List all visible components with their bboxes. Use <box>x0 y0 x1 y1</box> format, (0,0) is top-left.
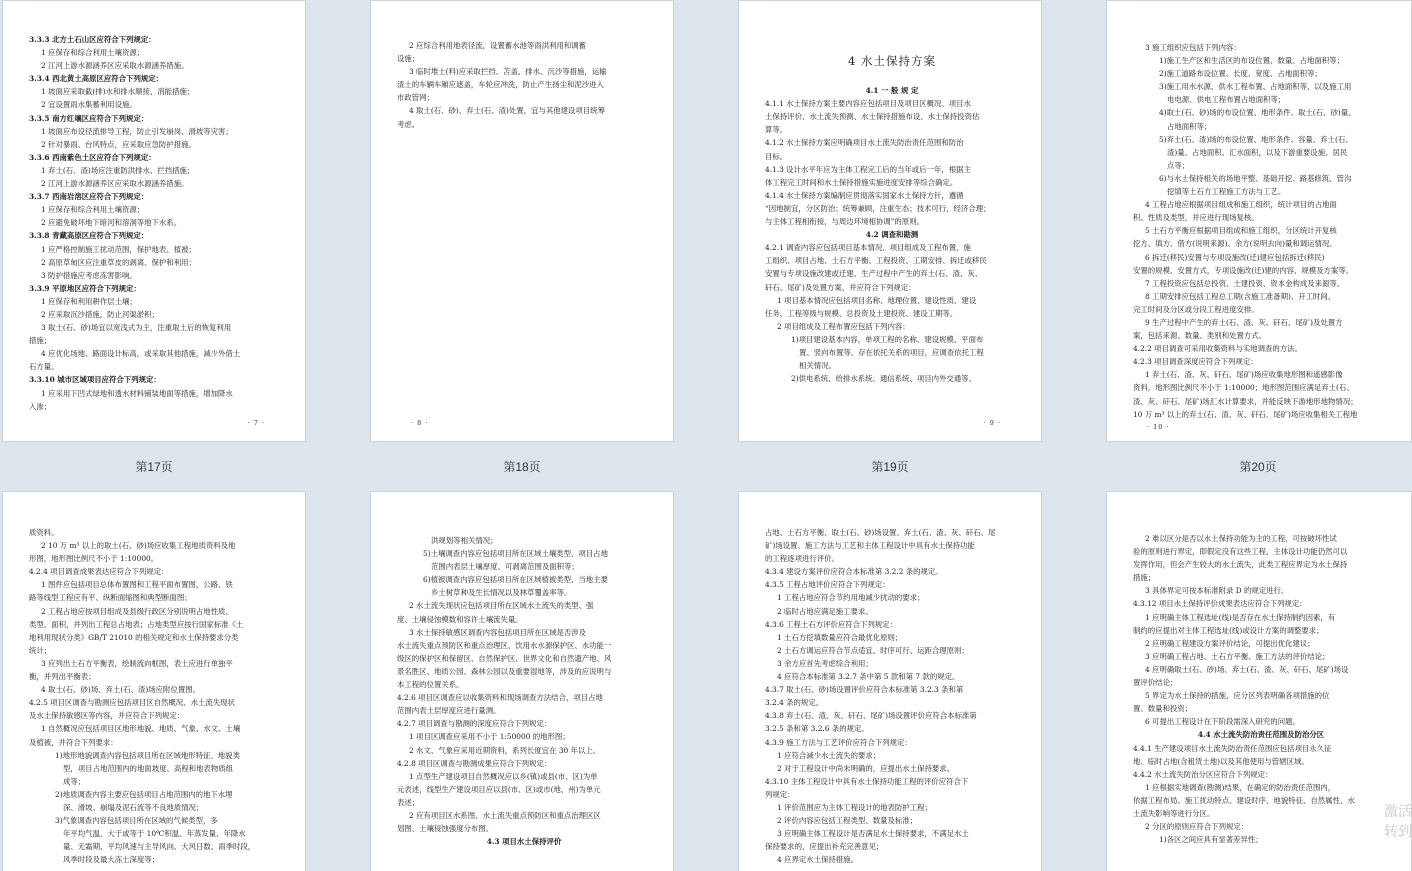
text-line: 4.3.9 施工方法与工艺评价应符合下列规定： <box>765 737 912 747</box>
text-line: 3 应明确主体工程设计是否满足水土保持要求，不满足水土 <box>777 829 969 839</box>
text-line: 3.2.4 条的规定。 <box>765 698 824 708</box>
text-line: 3 应明确工程占地、土石方平衡、施工方法的评价结论； <box>1145 651 1330 661</box>
text-line: 措施； <box>1133 573 1156 583</box>
text-line: 积、性质及类型，并应进行现场复核。 <box>1133 213 1259 223</box>
text-line: 9 生产过程中产生的弃土(石、渣、灰、矸石、尾矿)及处置方 <box>1145 317 1343 327</box>
text-line: 1 应符合减少水土流失的要求； <box>777 750 881 760</box>
activation-watermark: 激活 转到 <box>1384 803 1412 839</box>
page-thumbnail-24[interactable] <box>1106 491 1412 871</box>
text-line: 安置与专项设施改建或迁建、生产过程中产生的弃土(石、渣、灰、 <box>765 269 983 279</box>
text-line: 型，项目占地范围内的地面坡度、高程和地表物质组 <box>63 763 233 773</box>
text-line: 4.4.1 生产建设项目水土流失防治责任范围应包括项目永久征 <box>1133 743 1332 753</box>
text-line: 表述； <box>397 797 420 807</box>
text-line: 5)土壤调查内容应包括项目所在区域土壤类型、项目占地 <box>423 549 608 559</box>
text-line: 1 自然概况应包括项目区地形地貌、地质、气象、水文、土壤 <box>41 724 241 734</box>
text-line: 2 应明确工程建设方案评价结论，可提出优化建议； <box>1145 638 1315 648</box>
text-line: 矸石、尾矿)及处置方案、并应符合下列规定： <box>765 282 916 292</box>
page-caption[interactable]: 第17页 <box>135 460 173 474</box>
text-line: 6 可提出工程设计在下阶段需深入研究的问题。 <box>1145 717 1300 727</box>
text-line: 3.3.10 城市区域项目应符合下列规定： <box>29 375 161 385</box>
text-line: 4 取土(石、砂)、弃土(石、渣)处置，宜与其他建设项目统筹 <box>409 106 605 116</box>
text-line: 4.2.1 调查内容应包括项目基本情况、项目组成及工程布置、施 <box>765 243 971 253</box>
text-line: 1 坡面应采取截(排)水和排水顺接、消能措施； <box>41 87 195 97</box>
text-line: 3 具体界定可按本标准附录 D 的规定进行。 <box>1145 586 1289 596</box>
page-number: · 8 · <box>411 419 429 427</box>
text-line: 4.2.5 项目区调查与勘测应包括项目区自然概况、水土流失现状 <box>29 698 235 708</box>
text-line: 2 土石方调运应符合节点适宜、时序可行、运距合理原则； <box>777 645 969 655</box>
text-line: 4.4.2 水土流失防治分区应符合下列规定： <box>1133 769 1273 779</box>
text-line: 及水土保持敏感区等内容，并应符合下列规定： <box>29 711 185 721</box>
page-thumbnail-19[interactable] <box>738 0 1042 442</box>
text-line: 1)施工生产区和生活区的布设位置、数量、占地面积等； <box>1159 56 1344 66</box>
text-line: 4.1.4 水土保持方案编制应贯彻落实国家水土保持方针，遵循 <box>765 190 964 200</box>
text-line: 5 土石方平衡应根据项目组成和施工组织，分区统计开复核 <box>1145 226 1337 236</box>
text-line: 4 应明确取土(石、砂)场、弃土(石、渣、灰、矸石、尾矿)场设 <box>1145 664 1349 674</box>
text-line: “因地制宜，分区防治；统筹兼顾，注重生态；技术可行，经济合理； <box>765 203 991 213</box>
text-line: 占地、土石方平衡、取土(石、砂)场设置、弃土(石、渣、灰、矸石、尾 <box>765 528 996 537</box>
text-line: 占地面积等； <box>1167 121 1212 131</box>
text-line: 电电源、供电工程布置占地面积等； <box>1167 95 1286 105</box>
text-line: 4 取土(石、砂)场、弃土(石、渣)场应附位置图。 <box>41 685 201 695</box>
text-line: 2 应采取沉沙措施，防止河渠淤积； <box>41 309 159 319</box>
text-line: 2 工程占地应按项目组成及县级行政区分别说明占地性质、 <box>41 606 233 616</box>
text-line: 2 高原草甸区应注重草皮的剥离、保护和利用； <box>41 257 196 267</box>
text-line: 4.2 调查和勘测 <box>865 230 919 240</box>
text-line: 2 应避免破坏地下暗河和溶洞等地下水系。 <box>41 218 182 228</box>
text-line: 4.3.4 建设方案评价应符合本标准第 3.2.2 条的规定。 <box>765 567 943 577</box>
text-line: 3.3.8 青藏高原区应符合下列规定： <box>29 231 149 241</box>
text-line: 挖方、填方、借方(说明来源)、余方(说明去向)量和调运情况。 <box>1133 239 1337 249</box>
text-line: 验的原则进行界定，即假定没有这些工程，主体设计功能仍然可以 <box>1133 547 1348 557</box>
text-line: 年平均气温、大于或等于 10℃积温、年蒸发量、年降水 <box>63 829 246 839</box>
text-line: 工组织、项目占地、土石方平衡、工程投资、工期安排、拆迁或移民 <box>765 256 987 266</box>
text-line: 元表述，线型生产建设项目应以县(市、区)或市(地、州)为单元 <box>397 784 601 794</box>
text-line: 形图，地形图比例尺不小于 1:10000。 <box>29 554 159 564</box>
text-line: 3 临时堆土(料)应采取拦挡、苫盖、排水、沉沙等措施，运输 <box>409 67 607 77</box>
text-line: 1 点型生产建设项目自然概况应以乡(镇)或县(市、区)为单 <box>409 771 598 781</box>
text-line: 目标。 <box>765 151 788 161</box>
text-line: 3.3.9 平原地区应符合下列规定： <box>29 283 141 293</box>
text-line: 渣)量、占地面积、汇水面积，以及下游重要设施、居民 <box>1167 147 1348 157</box>
text-line: 考虑。 <box>397 119 420 129</box>
text-line: 相关情况。 <box>799 361 836 371</box>
text-line: 8 工期安排应包括工程总工期(含施工准备期)、开工时间、 <box>1145 291 1336 301</box>
chapter-title: 4 水土保持方案 <box>848 54 936 68</box>
text-line: 4)取土(石、砂)场的布设位置、地形条件、取土(石、砂)量、 <box>1159 108 1356 118</box>
text-line: 4.3.8 弃土(石、渣、灰、矸石、尾矿)场设置评价应符合本标准第 <box>765 711 977 721</box>
text-line: 1 应采用下凹式绿地和透水材料铺装地面等措施，增加降水 <box>41 388 233 398</box>
text-line: 措施； <box>29 336 52 346</box>
text-line: 划图、土壤侵蚀强度分布图。 <box>397 824 494 834</box>
text-line: 6)与水土保持相关的场地平整、基础开挖、路基修筑、管沟 <box>1159 173 1352 183</box>
text-line: 2 评价内容应包括工程类型、数量及标准； <box>777 816 918 826</box>
text-line: 2 水土流失现状应包括项目所在区域水土流失的类型、强 <box>409 601 594 611</box>
page-text <box>371 1 673 131</box>
text-line: 挖填等土石方工程施工方法与工艺。 <box>1167 187 1286 197</box>
text-line: 4.3.10 主体工程设计中具有水土保持功能工程的评价应符合下 <box>765 776 969 786</box>
page-caption[interactable]: 第20页 <box>1239 460 1277 474</box>
text-line: 2 针对暴雨、台风特点，应采取应急防护措施。 <box>41 139 196 149</box>
page-thumbnail-17[interactable] <box>2 0 306 442</box>
text-line: 类型、面积，并列出工程总占地表；占地类型应按行国家标准《土 <box>29 619 244 629</box>
text-line: 3.3.3 北方土石山区应符合下列规定： <box>29 35 156 44</box>
text-line: 范围内表土层厚度应进行量测。 <box>397 706 501 716</box>
text-line: 2)地质调查内容主要应包括项目占地范围内的地下水埋 <box>55 789 233 799</box>
text-line: 10 万 m³ 以上的弃土(石、渣、灰、矸石、尾矿)场应收集相关工程地 <box>1133 409 1358 419</box>
page-thumbnail-21[interactable] <box>2 491 306 871</box>
text-line: 3.2.5 条和第 3.2.6 条的规定。 <box>765 724 869 734</box>
text-line: 2 应有项目区水系图、水土流失重点预防区和重点治理区区 <box>409 810 601 820</box>
text-line: 任务、工程等级与规模、总投资及土建投资、建设工期等。 <box>765 308 958 318</box>
text-line: 成等； <box>63 776 86 786</box>
text-line: 6 拆迁(移民)安置与专项设施改(迁)建应包括拆迁(移民) <box>1145 252 1325 262</box>
text-line: 1 弃土(石、渣、灰、矸石、尾矿)场应收集地形图和遥感影像 <box>1145 370 1343 380</box>
text-line: 1 应保存和综合利用土壤资源； <box>41 48 145 58</box>
text-line: 4.4 水土流失防治责任范围及防治分区 <box>1197 730 1325 740</box>
text-line: 及植被，并符合下列要求： <box>29 737 118 747</box>
text-line: 入渗； <box>29 401 52 411</box>
text-line: 路等线型工程应有平、纵断面缩图和典型断面图； <box>29 593 192 603</box>
text-line: 3 施工组织应包括下列内容： <box>1145 43 1241 52</box>
page-text <box>3 492 305 866</box>
text-line: 4.2.7 项目调查与勘测的深度应符合下列规定： <box>397 719 552 729</box>
text-line: 2 江河上游水源涵养区应采取水源涵养措施。 <box>41 179 189 189</box>
text-line: 置、数量和投资； <box>1133 704 1193 714</box>
text-line: 3 余方应首先考虑综合利用； <box>777 658 873 668</box>
text-line: 与主体工程相衔接，与周边环境相协调”的原则。 <box>765 217 924 227</box>
text-line: 1 弃土(石、渣)场应注重防洪排水、拦挡措施； <box>41 165 195 175</box>
text-line: 4.2.3 项目调查深度应符合下列规定： <box>1133 357 1258 367</box>
text-line: 乡土树草种及生长情况以及林草覆盖率等。 <box>431 588 572 598</box>
text-line: 1 图件应包括项目总体布置图和工程平面布置图，公路、铁 <box>41 580 233 590</box>
text-line: 量、无霜期、平均风速与主导风向、大风日数、雨季时段， <box>63 842 256 852</box>
text-line: 1)各区之间应具有显著差异性； <box>1159 835 1263 845</box>
text-line: 1 项目区调查应采用不小于 1:50000 的地形图； <box>409 732 570 742</box>
page-text <box>1107 492 1411 846</box>
text-line: 4.3.6 工程土石方评价应符合下列规定： <box>765 619 898 629</box>
text-line: 风季时段及最大冻土深度等； <box>63 855 160 865</box>
text-line: 1 项目基本情况应包括项目名称、地理位置、建设性质、建设 <box>777 295 977 305</box>
text-line: 4.1.1 水土保持方案主要内容应包括项目及项目区概况、项目水 <box>765 99 971 109</box>
text-line: 4.3.7 取土(石、砂)场设置评价应符合本标准第 3.2.3 条和第 <box>765 685 964 695</box>
text-line: 3 水土保持敏感区调查内容包括项目所在区域是否涉及 <box>409 627 587 637</box>
page-number: · 10 · <box>1147 423 1170 431</box>
text-line: 2 对于工程设计中尚未明确的，应提出水土保持要求。 <box>777 763 955 773</box>
text-line: 案，包括来源、数量、类别和处置方式。 <box>1133 331 1267 341</box>
text-line: 4 工程占地应根据项目组成和施工组织，统计项目的占地面 <box>1145 200 1337 210</box>
text-line: 5)弃土(石、渣)场的布设位置、地形条件、容量、弃土(石、 <box>1159 134 1353 144</box>
text-line: 发挥作用，但会产生较大的水土流失，此类工程应界定为水土保持 <box>1133 560 1348 570</box>
page-text <box>739 492 1041 866</box>
text-line: 置、竖向布置等。存在依托关系的项目，应调查依托工程 <box>799 347 984 357</box>
page-caption[interactable]: 第19页 <box>871 460 909 474</box>
text-line: 衡，并列出平衡表； <box>29 672 96 682</box>
page-number: · 7 · <box>247 419 265 427</box>
text-line: 统计； <box>29 645 52 655</box>
text-line: 渣土的车辆车厢应遮盖，车轮应冲洗，防止产生扬尘和泥沙进入 <box>397 80 604 90</box>
page-thumbnail-22[interactable] <box>370 491 674 871</box>
text-line: 1 应保存和综合利用土壤资源； <box>41 205 145 215</box>
text-line: 保持要求的，应提出补充完善意见； <box>765 842 884 852</box>
text-line: 3 取土(石、砂)场宜以宽浅式为主，注重取土后的恢复利用 <box>41 323 232 333</box>
text-line: 2 分区的原则应符合下列规定： <box>1145 822 1249 832</box>
text-line: 1 坡面应布设径流排导工程，防止引发崩岗、滑坡等灾害； <box>41 126 233 136</box>
text-line: 1 应明确主体工程选址(线)是否存在水土保持制约因素，有 <box>1145 612 1336 622</box>
text-line: 4 应界定水土保持措施。 <box>777 855 858 865</box>
text-line: 4.3.12 项目水土保持评价成果表达应符合下列规定： <box>1133 599 1307 609</box>
text-line: 2 江河上游水源涵养区应采取水源涵养措施。 <box>41 61 189 71</box>
text-line: 4.2.4 项目调查成果表达应符合下列规定： <box>29 567 169 577</box>
text-line: 地利用现状分类》GB/T 21010 的相关规定和水土保持要求分类 <box>29 632 239 642</box>
text-line: 4 应符合本标准第 3.2.7 条中第 5 款和第 7 款的规定。 <box>777 672 960 682</box>
text-line: 置评价结论； <box>1133 678 1178 688</box>
page-caption[interactable]: 第18页 <box>503 460 541 474</box>
text-line: 3 防护措施应考虑冻害影响。 <box>41 270 137 280</box>
page-text <box>1107 1 1411 421</box>
text-line: 3.3.5 南方红壤区应符合下列规定： <box>29 113 149 123</box>
text-line: 依据工程布局、施工扰动特点、建设时序、地貌特征、自然属性、水 <box>1133 795 1355 805</box>
text-line: 7 工程投资应包括总投资、土建投资、资本金构成及来源等。 <box>1145 278 1345 288</box>
text-line: 水土流失重点预防区和重点治理区、饮用水水源保护区、水功能一 <box>397 640 612 650</box>
text-line: 5 界定为水土保持的措施，应分区列表明确各项措施的位 <box>1145 691 1330 701</box>
text-line: 点等； <box>1167 160 1190 170</box>
text-line: 1 应严格控制施工扰动范围，保护地表、植被； <box>41 244 196 254</box>
text-line: 4.1.3 设计水平年应为主体工程完工后的当年或后一年，根据主 <box>765 164 971 174</box>
text-line: 4.1.2 水土保持方案应明确项目水土流失防治责任范围和防治 <box>765 138 964 148</box>
text-line: 3.3.7 西南岩溶区应符合下列规定： <box>29 192 149 202</box>
text-line: 完工时间及分区或分段工程进度安排。 <box>1133 304 1259 314</box>
text-line: 2 应综合利用地表径流，设置蓄水池等雨洪利用和调蓄 <box>409 41 587 50</box>
text-line: 1)项目建设基本内容，单项工程的名称、建设规模、平面布 <box>791 334 984 344</box>
text-line: 4 应优化场地、路面设计标高，或采取其他措施，减少外借土 <box>41 349 241 359</box>
text-line: 1)地形地貌调查内容包括项目所在区域地形特征、地貌类 <box>55 750 240 760</box>
text-line: 4.2.2 项目调查可采用收集资料与实地调查的方法。 <box>1133 344 1302 354</box>
page-number: · 9 · <box>983 419 1001 427</box>
text-line: 设施； <box>397 54 420 64</box>
text-line: 3.3.6 西南紫色土区应符合下列规定： <box>29 152 156 162</box>
page-thumbnail-18[interactable] <box>370 0 674 442</box>
text-line: 度、土壤侵蚀模数和容许土壤流失量。 <box>397 614 523 624</box>
text-line: 1 应根据实地调查(勘测)结果，在确定的防治责任范围内， <box>1145 782 1336 792</box>
text-line: 体工程完工时间和水土保持措施实施进度安排等综合确定。 <box>765 177 958 187</box>
text-line: 石方量。 <box>29 362 59 372</box>
text-line: 4.3.5 工程占地评价应符合下列规定： <box>765 580 890 590</box>
page-text <box>3 1 305 413</box>
text-line: 的工程逐项进行评价。 <box>765 554 839 564</box>
text-line: 6)植被调查内容应包括项目所在区域植被类型、当地主要 <box>423 575 608 585</box>
text-line: 2 项目组成及工程布置应包括下列内容： <box>777 321 910 331</box>
text-line: 土流失影响等进行分区。 <box>1133 808 1215 818</box>
text-line: 1 应保存和利用耕作层土壤； <box>41 296 137 306</box>
text-line: 制约的应提出对主体工程选址(线)或设计方案的调整要求； <box>1133 625 1324 635</box>
text-line: 2)施工道路布设位置、长度、宽度、占地面积等； <box>1159 69 1322 79</box>
text-line: 3 应列出土石方平衡表，绘制流向框图，表土应进行单独平 <box>41 658 233 668</box>
text-line: 矿)场设置、施工方法与工艺和主体工程设计中具有水土保持功能 <box>765 541 975 551</box>
text-line: 1 土石方挖填数量应符合最优化原则； <box>777 632 903 642</box>
text-line: 4.2.8 项目区调查与勘测成果应符合下列规定： <box>397 758 552 768</box>
text-line: 市政管网； <box>397 93 434 103</box>
text-line: 4.2.6 项目区调查应以收集资料和现场调查方法结合，项目占地 <box>397 693 603 703</box>
text-line: 景名胜区、地质公园、森林公园以及重要湿地等，涉及的应说明与 <box>397 666 612 676</box>
text-line: 4.1 一 般 规 定 <box>865 86 919 96</box>
text-line: 2)供电系统、给排水系统、通信系统、项目内外交通等。 <box>791 374 976 384</box>
text-line: 2 10 万 m³ 以上的取土(石、砂)场应收集工程地质资料及地 <box>41 541 236 551</box>
page-thumbnail-20[interactable] <box>1106 0 1412 442</box>
text-line: 土保持评价、水土流失预测、水土保持措施布设、水土保持投资估 <box>765 112 980 122</box>
text-line: 质资料。 <box>29 528 59 537</box>
text-line: 安置的规模、安置方式，专项设施改(迁)建的内容、规模及方案等。 <box>1133 265 1354 275</box>
text-line: 3.3.4 西北黄土高原区应符合下列规定： <box>29 74 164 84</box>
text-line: 4.3 项目水土保持评价 <box>486 837 562 847</box>
text-line: 范围内表层土壤厚度、可剥离范围及面积等； <box>431 562 579 572</box>
page-text <box>739 1 1041 385</box>
text-line: 算等。 <box>765 125 788 135</box>
text-line: 级区的保护区和保留区、自然保护区、世界文化和自然遗产地、风 <box>397 653 612 663</box>
text-line: 本工程的位置关系。 <box>397 680 464 690</box>
text-line: 2 临时占地应满足施工要求。 <box>777 606 873 616</box>
text-line: 3)施工用水水源、供水工程布置、占地面积等，以及施工用 <box>1159 82 1352 92</box>
text-line: 2 宜设置雨水集蓄利用设施。 <box>41 100 137 110</box>
page-thumbnail-23[interactable] <box>738 491 1042 871</box>
text-line: 3)气象调查内容包括项目所在区域的气候类型，多 <box>55 816 218 826</box>
text-line: 地、临时占地(含租赁土地)以及其他使用与管辖区域。 <box>1133 756 1309 766</box>
text-line: 1 评价范围应为主体工程设计的地表防护工程； <box>777 802 932 812</box>
text-line: 深、滑坡、崩塌及泥石流等不良地质情况； <box>63 802 204 812</box>
text-line: 2 水文、气象应采用近期资料，系列长度宜在 30 年以上。 <box>409 745 601 755</box>
page-text <box>371 492 673 848</box>
text-line: 渣、灰、矸石、尾矿)场汇水计算要求，并能反映下游地形地物情况； <box>1133 396 1358 406</box>
text-line: 2 难以区分是否以水土保持功能为主的工程，可按破坏性试 <box>1145 534 1337 543</box>
text-line: 洪规划等相关情况； <box>431 536 498 545</box>
text-line: 1 工程占地应符合节约用地减少扰动的要求； <box>777 593 925 603</box>
text-line: 列规定： <box>765 789 795 799</box>
text-line: 资料，地形图比例尺不小于 1:10000；地形图范围应满足弃土(石、 <box>1133 383 1354 393</box>
